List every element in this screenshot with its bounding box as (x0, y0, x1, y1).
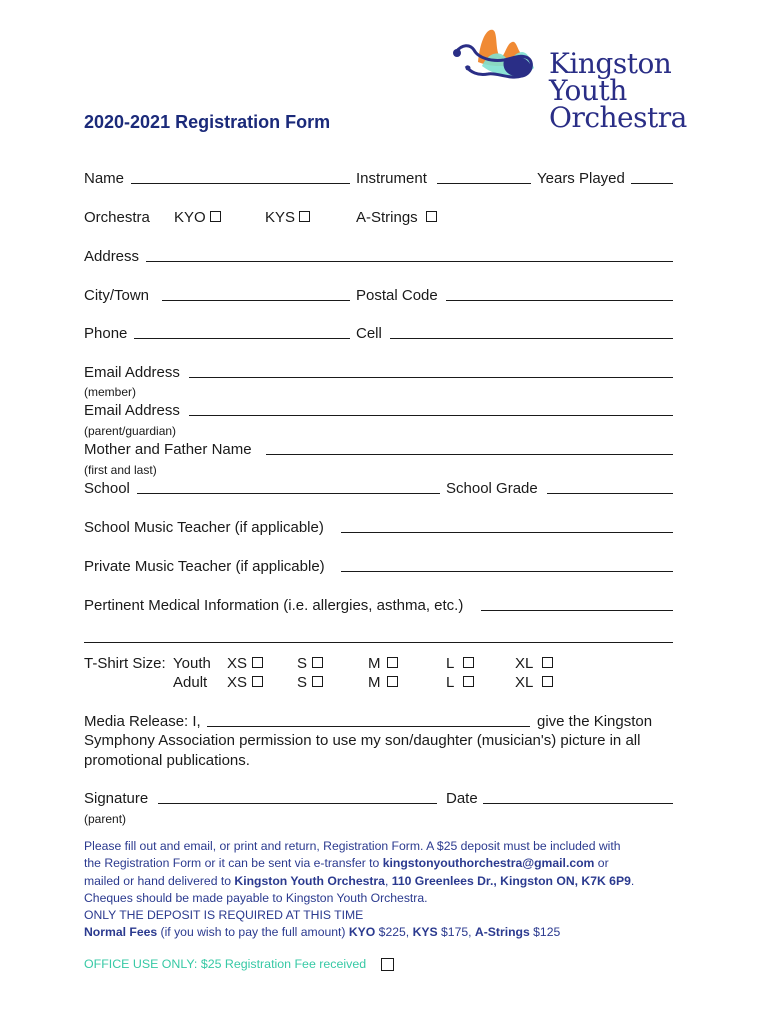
instrument-field[interactable] (437, 183, 531, 184)
parents-label: Mother and Father Name (84, 441, 252, 458)
youth-l-checkbox[interactable] (463, 657, 474, 668)
private-teacher-label: Private Music Teacher (if applicable) (84, 558, 325, 575)
youth-m-checkbox[interactable] (387, 657, 398, 668)
city-label: City/Town (84, 287, 150, 304)
adult-l-checkbox[interactable] (463, 676, 474, 687)
adult-s-checkbox[interactable] (312, 676, 323, 687)
info-line1: Please fill out and email, or print and return, Registration Form. A $25 deposit must be included with (84, 839, 621, 853)
date-field[interactable] (483, 803, 673, 804)
email-member-label: Email Address (84, 364, 180, 381)
email-parent-note: (parent/guardian) (84, 424, 177, 438)
adult-m-label: M (368, 674, 381, 691)
medical-field[interactable] (481, 610, 673, 611)
parents-field[interactable] (266, 454, 673, 455)
youth-s-checkbox[interactable] (312, 657, 323, 668)
info-line4: Cheques should be made payable to Kingston Youth Orchestra. (84, 890, 428, 905)
kyo-checkbox[interactable] (210, 211, 221, 222)
youth-s-label: S (297, 655, 308, 672)
tshirt-youth-label: Youth (173, 655, 211, 672)
signature-label: Signature (84, 790, 149, 807)
date-label: Date (446, 790, 478, 807)
instrument-label: Instrument (356, 170, 427, 187)
form-title: 2020-2021 Registration Form (84, 112, 331, 132)
info-line3-text: mailed or hand delivered to (84, 873, 235, 888)
postal-field[interactable] (446, 300, 673, 301)
info-line2-end: or (594, 856, 609, 871)
name-label: Name (84, 170, 125, 187)
school-label: School (84, 480, 130, 497)
fee-kys-label: KYS (412, 925, 438, 940)
address-field[interactable] (146, 261, 673, 262)
years-label: Years Played (537, 170, 625, 187)
office-fee-checkbox[interactable] (381, 958, 394, 971)
grade-field[interactable] (547, 493, 673, 494)
adult-l-label: L (446, 674, 455, 691)
name-field[interactable] (131, 183, 350, 184)
org-name (549, 47, 687, 134)
astrings-checkbox[interactable] (426, 211, 437, 222)
tshirt-adult-label: Adult (173, 674, 208, 691)
adult-xs-label: XS (227, 674, 248, 691)
kyo-option-label: KYO (174, 209, 206, 226)
fee-kys: $175, (437, 925, 475, 940)
adult-xl-checkbox[interactable] (542, 676, 553, 687)
media-suffix: give the Kingston (537, 713, 653, 730)
parents-note: (first and last) (84, 463, 157, 477)
fees-note: (if you wish to pay the full amount) (157, 925, 349, 940)
media-line3: promotional publications. (84, 752, 250, 769)
email-parent-label: Email Address (84, 402, 180, 419)
info-line3 (84, 873, 684, 890)
org-name-line2: Youth (549, 74, 627, 107)
adult-xl-label: XL (515, 674, 534, 691)
youth-m-label: M (368, 655, 381, 672)
media-prefix: Media Release: I, (84, 713, 201, 730)
cell-label: Cell (356, 325, 382, 342)
info-line2-text: the Registration Form or it can be sent via e-transfer to (84, 856, 383, 871)
office-use-label: OFFICE USE ONLY: $25 Registration Fee received (84, 957, 367, 971)
info-org-name: Kingston Youth Orchestra (234, 873, 385, 888)
media-line2: Symphony Association permission to use my son/daughter (musician's) picture in all (84, 732, 641, 749)
medical-field-line2[interactable] (84, 642, 673, 643)
years-field[interactable] (631, 183, 673, 184)
media-name-field[interactable] (207, 726, 530, 727)
school-teacher-label: School Music Teacher (if applicable) (84, 519, 324, 536)
fees-label: Normal Fees (84, 925, 158, 940)
logo-mark-icon (448, 22, 548, 92)
fee-kyo-label: KYO (348, 925, 376, 940)
phone-field[interactable] (134, 338, 350, 339)
info-line3-sep: , (384, 873, 392, 888)
youth-l-label: L (446, 655, 455, 672)
adult-xs-checkbox[interactable] (252, 676, 263, 687)
youth-xs-checkbox[interactable] (252, 657, 263, 668)
school-field[interactable] (137, 493, 440, 494)
mailing-address: 110 Greenlees Dr., Kingston ON, K7K 6P9 (391, 873, 631, 888)
grade-label: School Grade (446, 480, 538, 497)
astrings-option-label: A-Strings (356, 209, 418, 226)
kys-checkbox[interactable] (299, 211, 310, 222)
info-line3-end: . (630, 873, 635, 888)
info-line2 (84, 855, 684, 872)
youth-xs-label: XS (227, 655, 248, 672)
orchestra-label: Orchestra (84, 209, 150, 226)
fee-kyo: $225, (375, 925, 413, 940)
signature-note: (parent) (84, 812, 127, 826)
org-name-line1: Kingston (549, 47, 672, 80)
youth-xl-label: XL (515, 655, 534, 672)
email-member-field[interactable] (189, 377, 673, 378)
contact-email: kingstonyouthorchestra@gmail.com (382, 856, 595, 871)
kys-option-label: KYS (265, 209, 296, 226)
phone-label: Phone (84, 325, 128, 342)
info-line5: ONLY THE DEPOSIT IS REQUIRED AT THIS TIME (84, 908, 364, 923)
fee-astrings: $125 (529, 925, 561, 940)
fees-line (84, 924, 684, 941)
email-parent-field[interactable] (189, 415, 673, 416)
tshirt-label: T-Shirt Size: (84, 655, 166, 672)
email-member-note: (member) (84, 385, 137, 399)
cell-field[interactable] (390, 338, 673, 339)
adult-m-checkbox[interactable] (387, 676, 398, 687)
medical-label: Pertinent Medical Information (i.e. allergies, asthma, etc.) (84, 597, 464, 614)
postal-label: Postal Code (356, 287, 438, 304)
fee-astrings-label: A-Strings (474, 925, 530, 940)
school-teacher-field[interactable] (341, 532, 673, 533)
private-teacher-field[interactable] (341, 571, 673, 572)
signature-field[interactable] (158, 803, 437, 804)
address-label: Address (84, 248, 140, 265)
instructions (84, 838, 684, 942)
org-name-line3: Orchestra (549, 101, 687, 134)
city-field[interactable] (162, 300, 350, 301)
youth-xl-checkbox[interactable] (542, 657, 553, 668)
adult-s-label: S (297, 674, 308, 691)
kyo-logo (448, 22, 548, 92)
